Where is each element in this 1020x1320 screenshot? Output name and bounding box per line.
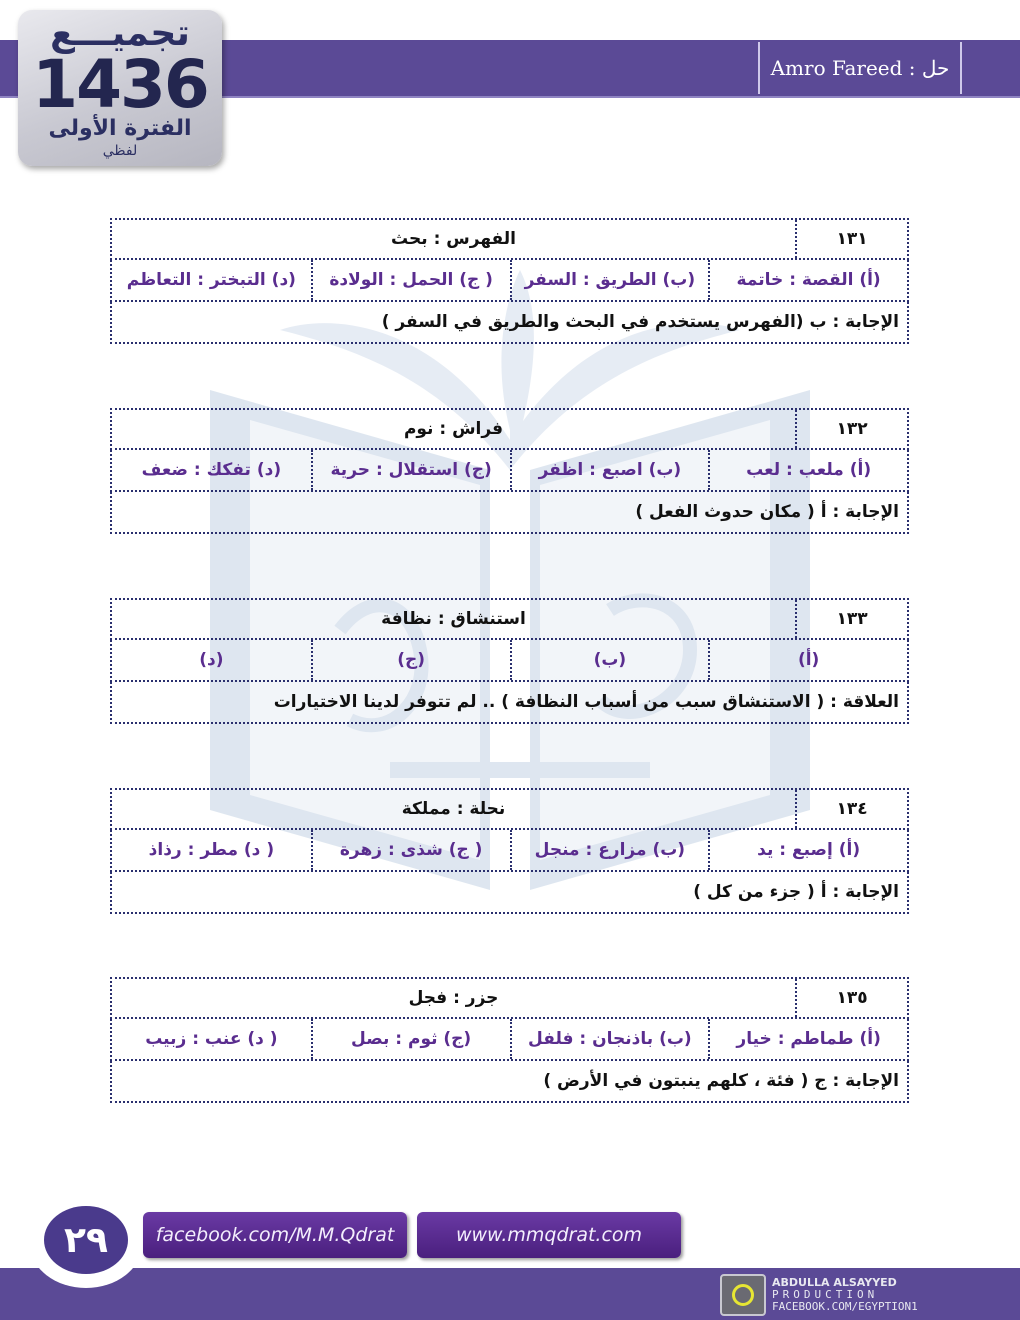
options-row — [110, 260, 909, 302]
question-stem: جزر : فجل — [408, 988, 499, 1008]
options-row — [110, 450, 909, 492]
options-row — [110, 640, 909, 682]
question-header-row — [110, 977, 909, 1019]
question-header-row — [110, 598, 909, 640]
credit-production: PRODUCTION — [772, 1288, 879, 1301]
question-table — [110, 218, 909, 344]
facebook-link[interactable]: facebook.com/M.M.Qdrat — [143, 1212, 407, 1258]
question-table — [110, 408, 909, 534]
option-c: (ج) — [311, 640, 510, 680]
options-row — [110, 830, 909, 872]
collection-logo — [18, 10, 222, 166]
question-stem: فراش : نوم — [403, 419, 504, 439]
question-number: ١٣٣ — [795, 600, 907, 638]
option-d: (د) تفكك : ضعف — [141, 460, 282, 480]
option-d: (د) — [199, 650, 224, 670]
logo-title: تجميـــع — [50, 13, 190, 54]
logo-year: 1436 — [32, 46, 208, 123]
camera-lens-icon — [720, 1274, 766, 1316]
answer-row — [110, 302, 909, 344]
option-b: (ب) باذنجان : فلفل — [510, 1019, 709, 1059]
answer-row — [110, 872, 909, 914]
option-a: (أ) القصة : خاتمة — [708, 260, 907, 300]
question-stem: استنشاق : نظافة — [381, 609, 526, 629]
page-number: ٢٩ — [44, 1206, 128, 1274]
question-table — [110, 598, 909, 724]
credit-name: ABDULLA ALSAYYED — [772, 1276, 897, 1289]
answer-text: العلاقة : ( الاستنشاق سبب من أسباب النظافة ) .. لم تتوفر لدينا الاختيارات — [273, 692, 899, 712]
option-a: (أ) طماطم : خيار — [708, 1019, 907, 1059]
production-credit — [720, 1272, 1020, 1318]
answer-text: الإجابة : ب (الفهرس يستخدم في البحث والطريق في السفر ) — [381, 312, 899, 332]
option-c: (ج) استقلال : حرية — [311, 450, 510, 490]
website-link[interactable]: www.mmqdrat.com — [417, 1212, 681, 1258]
question-number: ١٣١ — [795, 220, 907, 258]
answer-row — [110, 682, 909, 724]
question-table — [110, 788, 909, 914]
option-a: (أ) ملعب : لعب — [708, 450, 907, 490]
options-row — [110, 1019, 909, 1061]
logo-subtitle: الفترة الأولى — [48, 116, 192, 141]
answer-text: الإجابة : أ ( جزء من كل ) — [693, 882, 899, 902]
credit-text — [772, 1277, 918, 1313]
question-number: ١٣٤ — [795, 790, 907, 828]
option-b: (ب) الطريق : السفر — [510, 260, 709, 300]
answer-text: الإجابة : أ ( مكان حدوث الفعل ) — [635, 502, 899, 522]
answer-text: الإجابة : ج ( فئة ، كلهم ينبتون في الأرض ) — [543, 1071, 899, 1091]
option-c: ( ج) الحمل : الولادة — [311, 260, 510, 300]
option-c: ( ج) شذى : زهرة — [311, 830, 510, 870]
option-c: (ج) ثوم : بصل — [311, 1019, 510, 1059]
author-credit: حل : Amro Fareed — [758, 42, 962, 94]
question-header-row — [110, 408, 909, 450]
question-table — [110, 977, 909, 1103]
option-d: ( د) عنب : زبيب — [145, 1029, 278, 1049]
option-a: (أ) إصبع : يد — [708, 830, 907, 870]
answer-row — [110, 492, 909, 534]
logo-tag: لفظي — [102, 143, 138, 159]
question-header-row — [110, 788, 909, 830]
question-number: ١٣٢ — [795, 410, 907, 448]
option-b: (ب) مزارع : منجل — [510, 830, 709, 870]
answer-row — [110, 1061, 909, 1103]
option-b: (ب) اصبع : اظفر — [510, 450, 709, 490]
question-stem: نحلة : مملكة — [401, 799, 506, 819]
option-d: ( د) مطر : رذاذ — [148, 840, 275, 860]
question-header-row — [110, 218, 909, 260]
option-b: (ب) — [510, 640, 709, 680]
question-stem: الفهرس : بحث — [391, 229, 516, 249]
option-a: (أ) — [708, 640, 907, 680]
question-number: ١٣٥ — [795, 979, 907, 1017]
credit-facebook: FACEBOOK.COM/EGYPTION1 — [772, 1300, 918, 1313]
option-d: (د) التبختر : التعاظم — [126, 270, 296, 290]
